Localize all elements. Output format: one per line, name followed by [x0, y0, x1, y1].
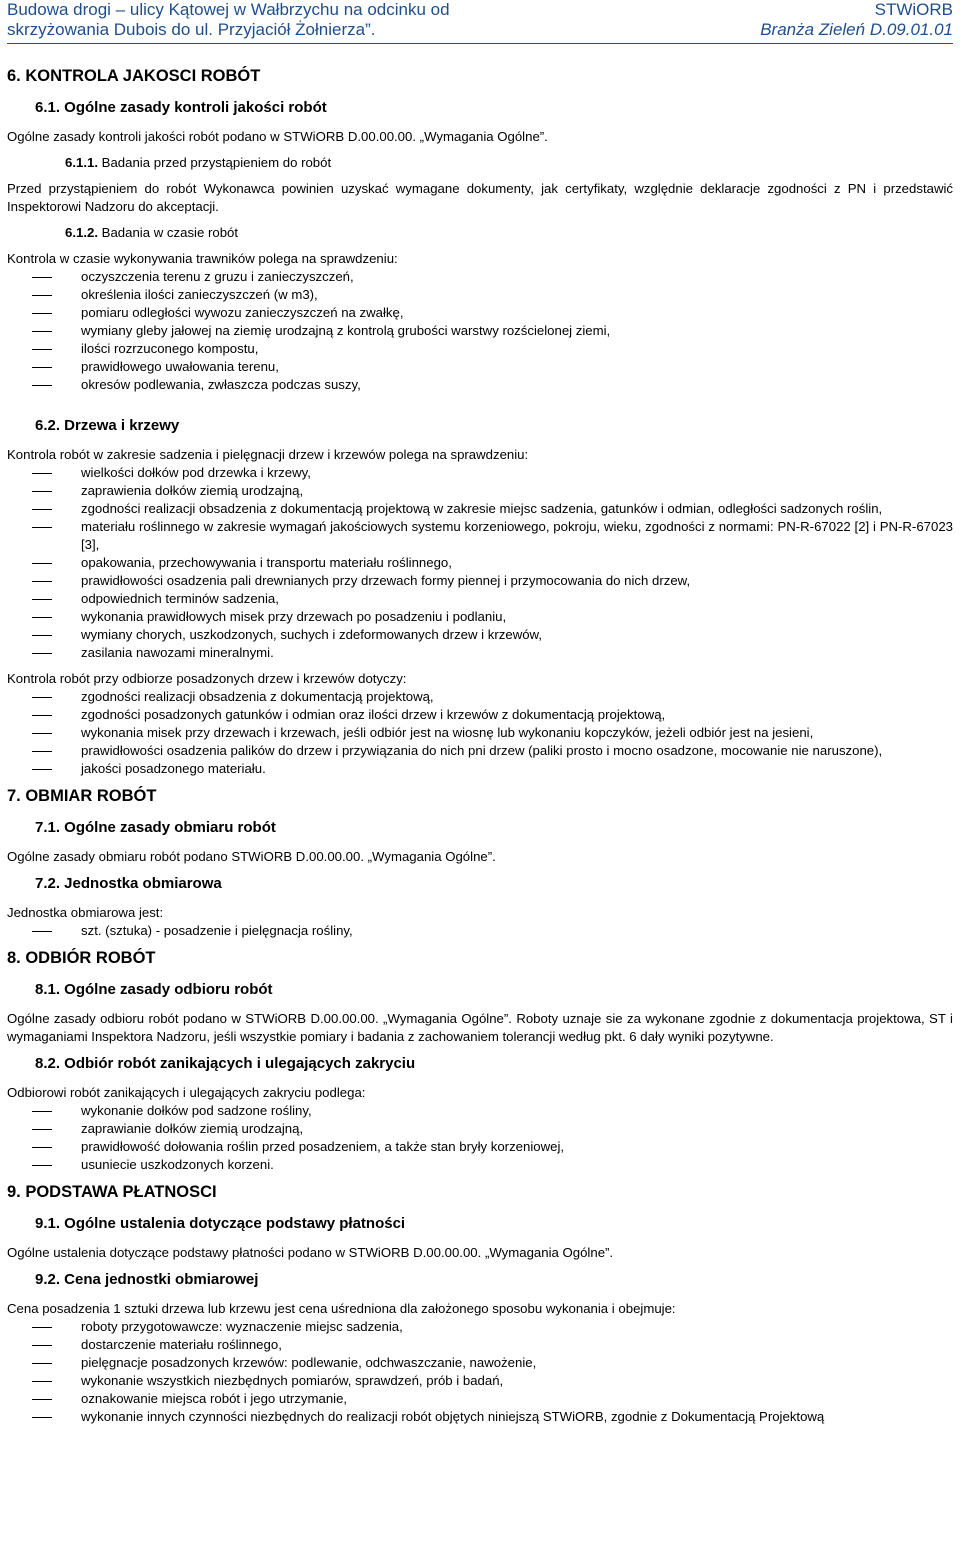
list-item: wymiany chorych, uszkodzonych, suchych i zdeformowanych drzew i krzewów, — [7, 626, 953, 644]
section-6-1-1-text: Przed przystąpieniem do robót Wykonawca powinien uzyskać wymagane dokumenty, jak certyfikaty, względnie deklaracje zgodności z PN i przedstawić Inspektorowi Nadzoru do akceptacji. — [7, 181, 953, 214]
section-7-1-title: 7.1. Ogólne zasady obmiaru robót — [35, 819, 276, 836]
section-8-title: 8. ODBIÓR ROBÓT — [7, 949, 156, 967]
section-8-2-title: 8.2. Odbiór robót zanikających i ulegających zakryciu — [35, 1055, 416, 1072]
list-item: określenia ilości zanieczyszczeń (w m3), — [7, 286, 953, 304]
section-6-2-intro: Kontrola robót w zakresie sadzenia i pielęgnacji drzew i krzewów polega na sprawdzeniu: — [7, 447, 529, 462]
section-9-2-title: 9.2. Cena jednostki obmiarowej — [35, 1271, 259, 1288]
list-item: szt. (sztuka) - posadzenie i pielęgnacja rośliny, — [7, 922, 953, 940]
price-scope-list — [7, 1318, 953, 1426]
list-item: zgodności realizacji obsadzenia z dokumentacją projektową, — [7, 688, 953, 706]
measurement-unit-list — [7, 922, 953, 940]
list-item: zaprawianie dołków ziemią urodzajną, — [7, 1120, 953, 1138]
list-item: wykonanie wszystkich niezbędnych pomiarów, sprawdzeń, prób i badań, — [7, 1372, 953, 1390]
section-7-title: 7. OBMIAR ROBÓT — [7, 787, 157, 805]
list-item: oznakowanie miejsca robót i jego utrzymanie, — [7, 1390, 953, 1408]
list-item: prawidłowość dołowania roślin przed posadzeniem, a także stan bryły korzeniowej, — [7, 1138, 953, 1156]
list-item: odpowiednich terminów sadzenia, — [7, 590, 953, 608]
list-item: usuniecie uszkodzonych korzeni. — [7, 1156, 953, 1174]
section-6-1-1-number: 6.1.1. — [65, 155, 98, 170]
list-item: pielęgnacje posadzonych krzewów: podlewanie, odchwaszczanie, nawożenie, — [7, 1354, 953, 1372]
list-item: zasilania nawozami mineralnymi. — [7, 644, 953, 662]
section-6-title: 6. KONTROLA JAKOSCI ROBÓT — [7, 67, 261, 85]
section-6-1-2-label: Badania w czasie robót — [101, 225, 239, 240]
section-6-1-2-title — [65, 224, 953, 242]
list-item: roboty przygotowawcze: wyznaczenie miejsc sadzenia, — [7, 1318, 953, 1336]
list-item: zgodności posadzonych gatunków i odmian oraz ilości drzew i krzewów z dokumentacją projektową, — [7, 706, 953, 724]
acceptance-inspection-list — [7, 688, 953, 778]
section-6-1-2-intro: Kontrola w czasie wykonywania trawników polega na sprawdzeniu: — [7, 251, 398, 266]
list-item: oczyszczenia terenu z gruzu i zanieczyszczeń, — [7, 268, 953, 286]
section-9-title: 9. PODSTAWA PŁATNOSCI — [7, 1183, 217, 1201]
section-7-2-title: 7.2. Jednostka obmiarowa — [35, 875, 222, 892]
section-8-1-text: Ogólne zasady odbioru robót podano w STWiORB D.00.00.00. „Wymagania Ogólne”. Roboty uznaje sie za wykonane zgodnie z dokumentacja projektowa, ST i wymaganiami Inspektora Nadzoru, jeśli wszystkie pomiary i badania z zachowaniem tolerancji według pkt. 6 dały wyniki pozytywne. — [7, 1011, 953, 1044]
section-9-1-title: 9.1. Ogólne ustalenia dotyczące podstawy płatności — [35, 1215, 406, 1232]
list-item: pomiaru odległości wywozu zanieczyszczeń na zwałkę, — [7, 304, 953, 322]
list-item: wymiany gleby jałowej na ziemię urodzajną z kontrolą grubości warstwy rozścielonej ziemi, — [7, 322, 953, 340]
list-item: zgodności realizacji obsadzenia z dokumentacją projektową w zakresie miejsc sadzenia, gatunków i odmian, odległości sadzonych roślin, — [7, 500, 953, 518]
header-divider — [7, 43, 953, 44]
list-item: wykonanie dołków pod sadzone rośliny, — [7, 1102, 953, 1120]
section-6-2-intro-2: Kontrola robót przy odbiorze posadzonych drzew i krzewów dotyczy: — [7, 671, 407, 686]
list-item: prawidłowości osadzenia pali drewnianych przy drzewach formy piennej i przymocowania do nich drzew, — [7, 572, 953, 590]
section-6-2-title: 6.2. Drzewa i krzewy — [35, 417, 180, 434]
section-7-2-intro: Jednostka obmiarowa jest: — [7, 905, 164, 920]
document-body — [7, 60, 953, 1434]
list-item: dostarczenie materiału roślinnego, — [7, 1336, 953, 1354]
section-6-1-1-title — [65, 154, 953, 172]
list-item: zaprawienia dołków ziemią urodzajną, — [7, 482, 953, 500]
list-item: wykonania prawidłowych misek przy drzewach po posadzeniu i podlaniu, — [7, 608, 953, 626]
list-item: wykonania misek przy drzewach i krzewach, jeśli odbiór jest na wiosnę lub wykonaniu kopczyków, jeżeli odbiór jest na jesieni, — [7, 724, 953, 742]
list-item: okresów podlewania, zwłaszcza podczas suszy, — [7, 376, 953, 394]
list-item: prawidłowego uwałowania terenu, — [7, 358, 953, 376]
list-item: wykonanie innych czynności niezbędnych do realizacji robót objętych niniejszą STWiORB, zgodnie z Dokumentacją Projektową — [7, 1408, 953, 1426]
section-8-2-intro: Odbiorowi robót zanikających i ulegających zakryciu podlega: — [7, 1085, 366, 1100]
section-6-1-2-number: 6.1.2. — [65, 225, 98, 240]
section-9-2-intro: Cena posadzenia 1 sztuki drzewa lub krzewu jest cena uśredniona dla założonego sposobu wykonania i obejmuje: — [7, 1301, 676, 1316]
list-item: ilości rozrzuconego kompostu, — [7, 340, 953, 358]
page-header — [7, 0, 953, 44]
section-6-1-text: Ogólne zasady kontroli jakości robót podano w STWiORB D.00.00.00. „Wymagania Ogólne”. — [7, 129, 548, 144]
header-spec-type: STWiORB — [874, 0, 953, 19]
list-item: prawidłowości osadzenia palików do drzew i przywiązania do nich pni drzew (paliki prosto i mocno osadzone, mocowanie nie naruszone), — [7, 742, 953, 760]
section-9-1-text: Ogólne ustalenia dotyczące podstawy płatności podano w STWiORB D.00.00.00. „Wymagania Ogólne”. — [7, 1245, 614, 1260]
planting-inspection-list — [7, 464, 953, 662]
lawn-inspection-list — [7, 268, 953, 394]
header-project-title-line2: skrzyżowania Dubois do ul. Przyjaciół Żołnierza”. — [7, 20, 376, 39]
header-project-title-line1: Budowa drogi – ulicy Kątowej w Wałbrzychu na odcinku od — [7, 0, 450, 19]
list-item: opakowania, przechowywania i transportu materiału roślinnego, — [7, 554, 953, 572]
list-item: materiału roślinnego w zakresie wymagań jakościowych systemu korzeniowego, pokroju, wieku, zgodności z normami: PN-R-67022 [2] i PN-R-67023 [3], — [7, 518, 953, 554]
header-spec-code: Branża Zieleń D.09.01.01 — [760, 20, 953, 39]
section-6-1-1-label: Badania przed przystąpieniem do robót — [101, 155, 332, 170]
list-item: wielkości dołków pod drzewka i krzewy, — [7, 464, 953, 482]
section-8-1-title: 8.1. Ogólne zasady odbioru robót — [35, 981, 273, 998]
covered-works-list — [7, 1102, 953, 1174]
section-6-1-title: 6.1. Ogólne zasady kontroli jakości robót — [35, 99, 327, 116]
section-7-1-text: Ogólne zasady obmiaru robót podano STWiORB D.00.00.00. „Wymagania Ogólne”. — [7, 849, 496, 864]
list-item: jakości posadzonego materiału. — [7, 760, 953, 778]
